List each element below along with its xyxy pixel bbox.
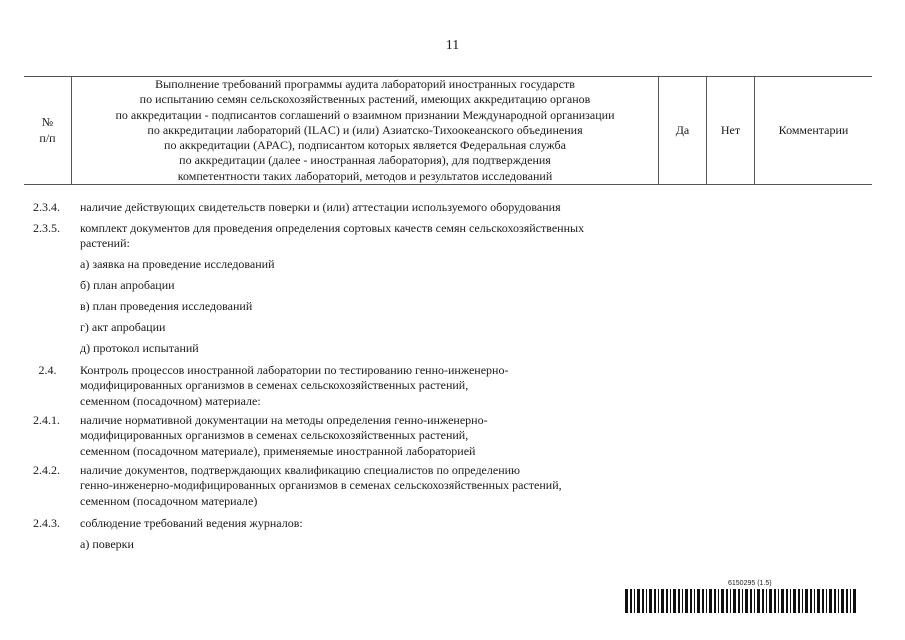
header-number-abbr: п/п xyxy=(39,130,56,145)
item-text-line: б) план апробации xyxy=(80,278,175,292)
item-text-line: растений: xyxy=(80,236,130,251)
barcode-bar xyxy=(838,589,839,613)
barcode-bar xyxy=(762,589,764,613)
page-number: 11 xyxy=(445,38,460,53)
barcode-bar xyxy=(670,589,671,613)
barcode-bar xyxy=(654,589,656,613)
barcode-bar xyxy=(702,589,704,613)
item-text-line: семенном (посадочном) материале: xyxy=(80,393,261,408)
item-text-line: наличие нормативной документации на методы определения генно-инженерно- xyxy=(80,413,488,427)
header-col-requirement xyxy=(72,77,658,184)
barcode-bar xyxy=(625,589,628,613)
barcode-bar xyxy=(786,589,788,613)
item-text xyxy=(80,320,165,335)
barcode-bar xyxy=(745,589,748,613)
barcode-bar xyxy=(805,589,808,613)
barcode-bar xyxy=(790,589,791,613)
item-text-line: модифицированных организмов в семенах сельскохозяйственных растений, xyxy=(80,428,469,443)
item-text xyxy=(80,537,134,552)
item-text-line: соблюдение требований ведения журналов: xyxy=(80,516,303,530)
barcode-bar xyxy=(666,589,668,613)
item-text xyxy=(80,413,488,459)
item-text-line: в) план проведения исследований xyxy=(80,299,253,313)
item-text-line: семенном (посадочном материале) xyxy=(80,493,258,508)
header-requirement-line: по аккредитации (далее - иностранная лаборатория), для подтверждения xyxy=(179,153,551,168)
barcode-bar xyxy=(853,589,856,613)
header-col-comments: Комментарии xyxy=(778,122,849,137)
item-number: 2.4.2. xyxy=(33,463,60,477)
item-text-line: модифицированных организмов в семенах сельскохозяйственных растений, xyxy=(80,378,469,393)
barcode-bar xyxy=(798,589,800,613)
barcode-bar xyxy=(678,589,680,613)
barcode-bar xyxy=(694,589,695,613)
barcode-bar xyxy=(742,589,743,613)
item-text xyxy=(80,200,561,215)
item-text-line: наличие действующих свидетельств поверки и (или) аттестации используемого оборудования xyxy=(80,200,561,214)
barcode-bar xyxy=(834,589,836,613)
item-text-line: а) заявка на проведение исследований xyxy=(80,257,275,271)
barcode-bar xyxy=(642,589,644,613)
item-number: 2.3.4. xyxy=(33,200,60,214)
item-text-line: комплект документов для проведения определения сортовых качеств семян сельскохозяйственных xyxy=(80,221,585,235)
header-requirement-line: Выполнение требований программы аудита лабораторий иностранных государств xyxy=(155,76,575,91)
item-text-line: Контроль процессов иностранной лаборатории по тестированию генно-инженерно- xyxy=(80,363,509,377)
item-text xyxy=(80,257,275,272)
header-col-number xyxy=(24,77,71,184)
header-col-no: Нет xyxy=(720,122,741,137)
item-text-line: а) поверки xyxy=(80,537,134,551)
barcode-bar xyxy=(646,589,647,613)
barcode-bar xyxy=(850,589,851,613)
barcode-bar xyxy=(709,589,712,613)
barcode-bar xyxy=(822,589,824,613)
item-text xyxy=(80,221,584,252)
header-col-yes: Да xyxy=(675,122,690,137)
barcode-bar xyxy=(754,589,755,613)
barcode-bar xyxy=(714,589,716,613)
barcode-bar xyxy=(630,589,632,613)
barcode-bar xyxy=(661,589,664,613)
barcode-bar xyxy=(810,589,812,613)
barcode-bar xyxy=(757,589,760,613)
barcode-bar xyxy=(774,589,776,613)
barcode-bar xyxy=(718,589,719,613)
header-requirement-line: компетентности таких лабораторий, методов и результатов исследований xyxy=(177,168,553,183)
barcode-bar xyxy=(690,589,692,613)
item-number: 2.4.1. xyxy=(33,413,60,427)
barcode-bar xyxy=(846,589,848,613)
barcode-bar xyxy=(841,589,844,613)
item-text xyxy=(80,278,175,293)
barcode-bar xyxy=(649,589,652,613)
barcode-bar xyxy=(766,589,767,613)
barcode-bar xyxy=(738,589,740,613)
barcode-bar xyxy=(682,589,683,613)
item-number: 2.3.5. xyxy=(33,221,60,235)
item-text-line: наличие документов, подтверждающих квалификацию специалистов по определению xyxy=(80,463,521,477)
barcode-bar xyxy=(658,589,659,613)
header-requirement-line: по аккредитации (APAC), подписантом которых является Федеральная служба xyxy=(164,138,566,153)
barcode-bar xyxy=(750,589,752,613)
barcode-bar xyxy=(802,589,803,613)
item-text-line: д) протокол испытаний xyxy=(80,341,199,355)
barcode xyxy=(625,589,859,613)
header-requirement-line: по испытанию семян сельскохозяйственных растений, имеющих аккредитацию органов xyxy=(139,92,591,107)
item-text xyxy=(80,463,562,509)
barcode-bar xyxy=(634,589,635,613)
barcode-bar xyxy=(829,589,832,613)
barcode-bar xyxy=(697,589,700,613)
item-text-line: генно-инженерно-модифицированных организмов в семенах сельскохозяйственных растений, xyxy=(80,478,562,493)
header-table xyxy=(24,76,872,185)
barcode-bar xyxy=(778,589,779,613)
item-text-line: г) акт апробации xyxy=(80,320,166,334)
barcode-bar xyxy=(817,589,820,613)
item-number: 2.4. xyxy=(38,363,57,377)
barcode-bar xyxy=(685,589,688,613)
barcode-bar xyxy=(730,589,731,613)
barcode-bar xyxy=(733,589,736,613)
item-number: 2.4.3. xyxy=(33,516,60,530)
header-requirement-line: по аккредитации лабораторий (ILAC) и (или) Азиатско-Тихоокеанского объединения xyxy=(147,122,583,137)
item-text-line: семенном (посадочном материале), применяемые иностранной лабораторией xyxy=(80,443,476,458)
item-text xyxy=(80,516,303,531)
barcode-bar xyxy=(826,589,827,613)
barcode-number: 6150295 (1.5) xyxy=(728,580,772,587)
item-text xyxy=(80,341,199,356)
barcode-bar xyxy=(706,589,707,613)
barcode-bar xyxy=(781,589,784,613)
barcode-bar xyxy=(769,589,772,613)
barcode-bar xyxy=(637,589,640,613)
barcode-bar xyxy=(726,589,728,613)
barcode-bar xyxy=(673,589,676,613)
item-text xyxy=(80,299,252,314)
barcode-bar xyxy=(793,589,796,613)
header-requirement-line: по аккредитации - подписантов соглашений о взаимном признании Международной организации xyxy=(115,107,615,122)
item-text xyxy=(80,363,508,409)
header-number-sign: № xyxy=(41,115,54,130)
barcode-bar xyxy=(814,589,815,613)
barcode-bar xyxy=(721,589,724,613)
